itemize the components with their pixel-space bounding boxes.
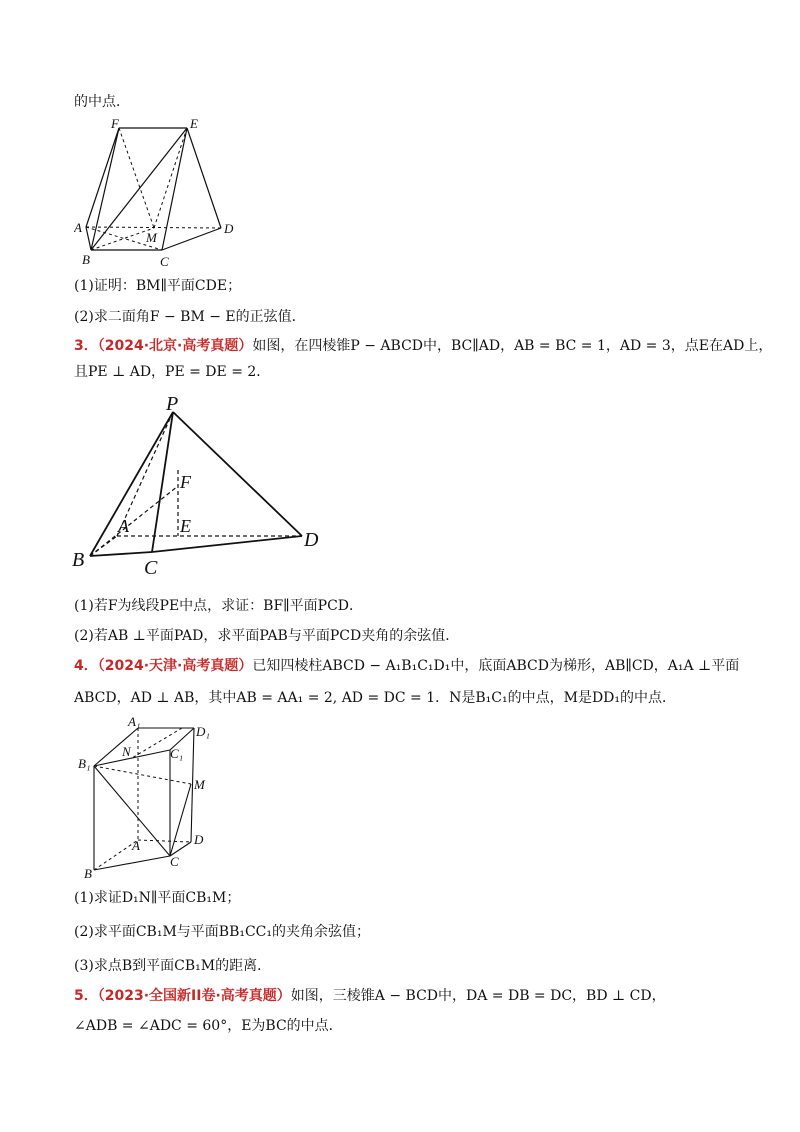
- q2-label-b: B: [82, 252, 90, 267]
- q4-label-c: C: [170, 854, 179, 869]
- q4-label-c1: C₁: [170, 746, 184, 761]
- q3-source: （2024·北京·高考真题）: [97, 338, 253, 354]
- q4-label-b1: B₁: [78, 756, 91, 771]
- q4-stem-line1: 已知四棱柱ABCD − A₁B₁C₁D₁中，底面ABCD为梯形，AB∥CD，A₁A ⊥平面: [252, 658, 740, 674]
- q3-stem-line2: 且PE ⊥ AD，PE = DE = 2．: [74, 364, 271, 380]
- q4-part3: (3)求点B到平面CB₁M的距离．: [74, 958, 272, 974]
- q3-header: [74, 336, 772, 356]
- q2-part2: (2)求二面角F − BM − E的正弦值．: [74, 309, 306, 325]
- q5-source: （2023·全国新II卷·高考真题）: [97, 988, 291, 1004]
- q4-part2: (2)求平面CB₁M与平面BB₁CC₁的夹角余弦值；: [74, 924, 371, 940]
- q4-label-n: N: [122, 744, 131, 759]
- q4-label-b: B: [84, 866, 92, 880]
- q2-label-f: F: [111, 116, 119, 131]
- q4-label-a: A: [132, 838, 140, 853]
- q5-header: [74, 986, 666, 1006]
- q4-label-d: D: [194, 832, 204, 847]
- q3-label-d: D: [304, 529, 319, 551]
- q2-part1: (1)证明：BM∥平面CDE；: [74, 278, 242, 294]
- q2-label-c: C: [160, 254, 169, 269]
- q5-stem-line2: ∠ADB = ∠ADC = 60°，E为BC的中点．: [74, 1018, 343, 1034]
- q3-label-f: F: [180, 472, 191, 492]
- q2-label-e: E: [190, 116, 198, 131]
- q4-label-m: M: [194, 777, 205, 792]
- q5-stem-line1: 如图，三棱锥A − BCD中，DA = DB = DC，BD ⊥ CD，: [290, 988, 666, 1004]
- top-text: 的中点．: [74, 94, 130, 110]
- q4-header: [74, 656, 739, 676]
- q3-stem-line1: 如图，在四棱锥P − ABCD中，BC∥AD，AB = BC = 1，AD = 3，点E在AD上，: [252, 338, 773, 354]
- q3-label-p: P: [166, 393, 179, 415]
- q2-label-d: D: [224, 221, 234, 236]
- q3-label-a: A: [118, 516, 129, 536]
- q4-figure: [78, 714, 218, 880]
- q4-label-a1: A₁: [128, 714, 141, 729]
- q4-number: 4．: [74, 658, 98, 674]
- q3-label-b: B: [72, 549, 85, 571]
- q3-figure: [70, 390, 330, 582]
- q2-label-m: M: [146, 230, 157, 245]
- q4-source: （2024·天津·高考真题）: [97, 658, 253, 674]
- q3-part2: (2)若AB ⊥平面PAD，求平面PAB与平面PCD夹角的余弦值．: [74, 628, 460, 644]
- q2-figure: [74, 116, 244, 270]
- q4-part1: (1)求证D₁N∥平面CB₁M；: [74, 890, 241, 906]
- q3-label-e: E: [180, 516, 191, 536]
- q3-label-c: C: [144, 557, 158, 579]
- q2-label-a: A: [74, 220, 82, 235]
- q3-number: 3．: [74, 338, 98, 354]
- q5-number: 5．: [74, 988, 98, 1004]
- q3-part1: (1)若F为线段PE中点，求证：BF∥平面PCD．: [74, 598, 364, 614]
- q4-label-d1: D₁: [196, 724, 210, 739]
- q4-stem-line2: ABCD，AD ⊥ AB，其中AB = AA₁ = 2, AD = DC = 1．N是B₁C₁的中点，M是DD₁的中点．: [74, 690, 677, 706]
